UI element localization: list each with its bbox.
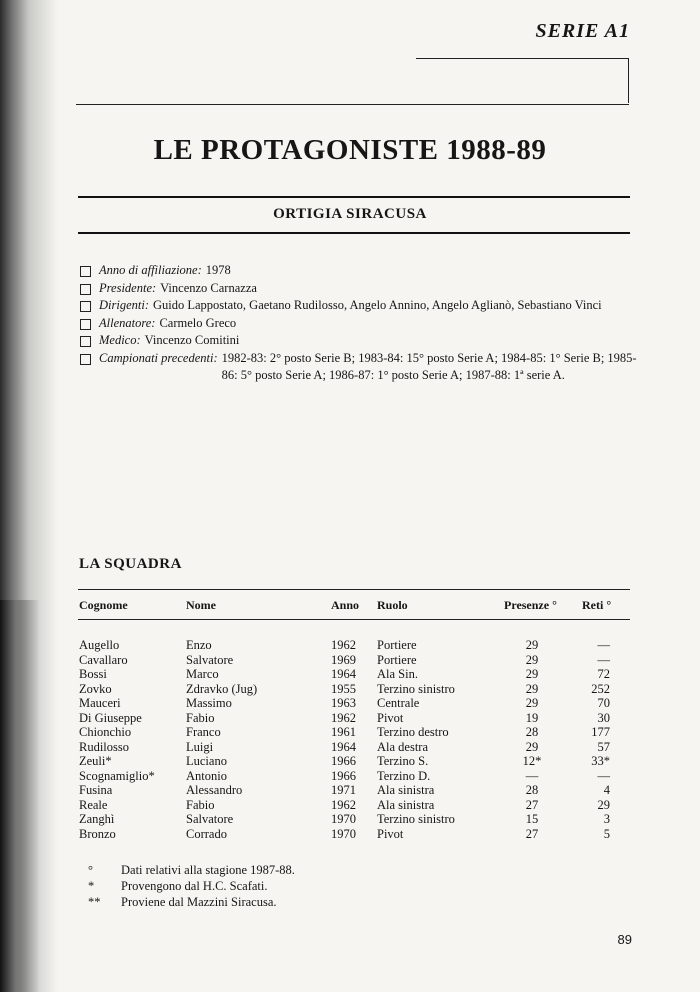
club-info bbox=[80, 262, 640, 385]
cell-anno: 1966 bbox=[331, 754, 356, 768]
table-row bbox=[0, 638, 700, 653]
cell-presenze: 29 bbox=[525, 652, 539, 667]
cell-presenze: 27 bbox=[525, 826, 539, 841]
cell-presenze: 15 bbox=[525, 812, 539, 826]
cell-cognome: Di Giuseppe bbox=[79, 710, 142, 725]
footnotes bbox=[88, 862, 295, 910]
cell-reti: 30 bbox=[597, 710, 610, 725]
cell-ruolo: Terzino sinistro bbox=[377, 812, 455, 826]
cell-reti: — bbox=[597, 768, 610, 783]
cell-ruolo: Terzino destro bbox=[377, 725, 449, 739]
cell-reti: 57 bbox=[597, 739, 610, 754]
cell-reti: 4 bbox=[603, 783, 610, 797]
cell-presenze: 28 bbox=[525, 725, 539, 739]
page-title: LE PROTAGONISTE 1988-89 bbox=[153, 134, 547, 166]
footnote-text: Provengono dal H.C. Scafati. bbox=[121, 879, 268, 893]
col-header-anno: Anno bbox=[331, 598, 360, 612]
cell-nome: Corrado bbox=[186, 826, 227, 841]
cell-reti: 177 bbox=[591, 725, 610, 739]
cell-ruolo: Pivot bbox=[377, 826, 404, 841]
table-row bbox=[0, 711, 700, 726]
footnote bbox=[88, 894, 295, 910]
table-row bbox=[0, 798, 700, 813]
checkbox-square-icon bbox=[80, 301, 91, 312]
checkbox-square-icon bbox=[80, 336, 91, 347]
table-row bbox=[0, 783, 700, 798]
team-rule-top bbox=[78, 196, 630, 198]
page-number: 89 bbox=[617, 932, 632, 947]
cell-cognome: Mauceri bbox=[79, 696, 121, 710]
table-row bbox=[0, 740, 700, 755]
header-rule bbox=[76, 104, 629, 105]
cell-anno: 1966 bbox=[331, 768, 356, 783]
cell-reti: — bbox=[597, 652, 610, 667]
cell-anno: 1970 bbox=[331, 812, 356, 826]
cell-anno: 1962 bbox=[331, 710, 356, 725]
cell-reti: 5 bbox=[603, 826, 610, 841]
cell-ruolo: Portiere bbox=[377, 638, 417, 652]
cell-ruolo: Pivot bbox=[377, 710, 404, 725]
info-item: Anno di affiliazione: 1978 bbox=[80, 262, 640, 280]
cell-presenze: 19 bbox=[525, 710, 539, 725]
footnote bbox=[88, 878, 295, 894]
cell-cognome: Zanghì bbox=[79, 812, 115, 826]
cell-ruolo: Centrale bbox=[377, 696, 420, 710]
header-frame bbox=[416, 58, 629, 103]
footnote-text: Dati relativi alla stagione 1987-88. bbox=[121, 863, 295, 877]
table-row bbox=[0, 827, 700, 842]
cell-reti: — bbox=[597, 638, 610, 652]
table-row bbox=[0, 682, 700, 697]
footnote-symbol: * bbox=[88, 879, 95, 893]
cell-anno: 1964 bbox=[331, 739, 356, 754]
col-header-cognome: Cognome bbox=[79, 598, 128, 612]
cell-ruolo: Ala sinistra bbox=[377, 797, 435, 812]
squad-table bbox=[0, 638, 700, 841]
cell-anno: 1971 bbox=[331, 783, 356, 797]
cell-nome: Antonio bbox=[186, 768, 227, 783]
cell-anno: 1962 bbox=[331, 638, 356, 652]
footnote-symbol: ° bbox=[88, 863, 93, 877]
footnote-symbol: ** bbox=[88, 895, 101, 909]
cell-cognome: Scognamiglio* bbox=[79, 768, 155, 783]
cell-cognome: Reale bbox=[79, 797, 108, 812]
cell-anno: 1963 bbox=[331, 696, 356, 710]
cell-presenze: 29 bbox=[525, 638, 539, 652]
cell-nome: Luciano bbox=[186, 754, 227, 768]
cell-reti: 29 bbox=[597, 797, 610, 812]
cell-cognome: Cavallaro bbox=[79, 652, 128, 667]
cell-ruolo: Terzino D. bbox=[377, 768, 431, 783]
cell-cognome: Rudilosso bbox=[79, 739, 130, 754]
table-row bbox=[0, 725, 700, 740]
cell-presenze: 12* bbox=[522, 754, 542, 768]
cell-reti: 70 bbox=[597, 696, 610, 710]
cell-nome: Franco bbox=[186, 725, 221, 739]
table-row bbox=[0, 696, 700, 711]
cell-nome: Marco bbox=[186, 667, 219, 681]
checkbox-square-icon bbox=[80, 354, 91, 365]
info-item: Allenatore: Carmelo Greco bbox=[80, 315, 640, 333]
cell-ruolo: Ala sinistra bbox=[377, 783, 435, 797]
col-header-reti: Reti ° bbox=[582, 598, 612, 612]
cell-presenze: 29 bbox=[525, 667, 539, 681]
footnote-text: Proviene dal Mazzini Siracusa. bbox=[121, 895, 277, 909]
cell-reti: 3 bbox=[603, 812, 610, 826]
team-rule-bottom bbox=[78, 232, 630, 234]
cell-presenze: 29 bbox=[525, 696, 539, 710]
cell-cognome: Zeuli* bbox=[79, 754, 112, 768]
table-row bbox=[0, 667, 700, 682]
cell-nome: Salvatore bbox=[186, 652, 234, 667]
table-row bbox=[0, 754, 700, 769]
team-name: ORTIGIA SIRACUSA bbox=[273, 206, 427, 222]
cell-anno: 1961 bbox=[331, 725, 356, 739]
table-rule-top bbox=[78, 589, 630, 590]
col-header-ruolo: Ruolo bbox=[377, 598, 408, 612]
cell-anno: 1964 bbox=[331, 667, 356, 681]
cell-anno: 1969 bbox=[331, 652, 356, 667]
cell-cognome: Bronzo bbox=[79, 826, 116, 841]
cell-ruolo: Ala destra bbox=[377, 739, 429, 754]
cell-presenze: 29 bbox=[525, 681, 539, 696]
cell-ruolo: Terzino sinistro bbox=[377, 681, 455, 696]
checkbox-square-icon bbox=[80, 319, 91, 330]
cell-nome: Fabio bbox=[186, 710, 215, 725]
info-item: Presidente: Vincenzo Carnazza bbox=[80, 280, 640, 298]
table-row bbox=[0, 653, 700, 668]
cell-reti: 72 bbox=[597, 667, 610, 681]
cell-reti: 252 bbox=[591, 681, 610, 696]
cell-presenze: 27 bbox=[525, 797, 539, 812]
cell-nome: Luigi bbox=[186, 739, 214, 754]
cell-ruolo: Ala Sin. bbox=[377, 667, 418, 681]
series-label: SERIE A1 bbox=[535, 20, 630, 42]
cell-presenze: — bbox=[525, 768, 539, 783]
table-row bbox=[0, 769, 700, 784]
info-item: Campionati precedenti: 1982-83: 2° posto Serie B; 1983-84: 15° posto Serie A; 1984-85: 1° Serie B; 1985-86: 5° posto Serie A; 1986-87: 1° posto Serie A; 1987-88: 1ª serie A. bbox=[80, 350, 640, 385]
cell-nome: Enzo bbox=[186, 638, 212, 652]
cell-ruolo: Terzino S. bbox=[377, 754, 429, 768]
checkbox-square-icon bbox=[80, 284, 91, 295]
cell-cognome: Bossi bbox=[79, 667, 107, 681]
cell-reti: 33* bbox=[591, 754, 610, 768]
info-item: Medico: Vincenzo Comitini bbox=[80, 332, 640, 350]
cell-cognome: Augello bbox=[79, 638, 120, 652]
table-row bbox=[0, 812, 700, 827]
cell-cognome: Fusina bbox=[79, 783, 113, 797]
col-header-presenze: Presenze ° bbox=[504, 598, 557, 612]
cell-nome: Salvatore bbox=[186, 812, 234, 826]
cell-presenze: 29 bbox=[525, 739, 539, 754]
info-item: Dirigenti: Guido Lappostato, Gaetano Rudilosso, Angelo Annino, Angelo Aglianò, Sebastiano Vinci bbox=[80, 297, 640, 315]
cell-anno: 1970 bbox=[331, 826, 356, 841]
cell-ruolo: Portiere bbox=[377, 652, 417, 667]
cell-anno: 1962 bbox=[331, 797, 356, 812]
cell-cognome: Chionchio bbox=[79, 725, 132, 739]
cell-anno: 1955 bbox=[331, 681, 356, 696]
squad-title: LA SQUADRA bbox=[79, 556, 182, 572]
col-header-nome: Nome bbox=[186, 598, 216, 612]
checkbox-square-icon bbox=[80, 266, 91, 277]
cell-cognome: Zovko bbox=[79, 681, 112, 696]
cell-nome: Zdravko (Jug) bbox=[186, 681, 258, 696]
cell-nome: Massimo bbox=[186, 696, 232, 710]
cell-nome: Alessandro bbox=[186, 783, 243, 797]
footnote bbox=[88, 862, 295, 878]
table-rule-header bbox=[78, 619, 630, 620]
cell-nome: Fabio bbox=[186, 797, 215, 812]
cell-presenze: 28 bbox=[525, 783, 539, 797]
